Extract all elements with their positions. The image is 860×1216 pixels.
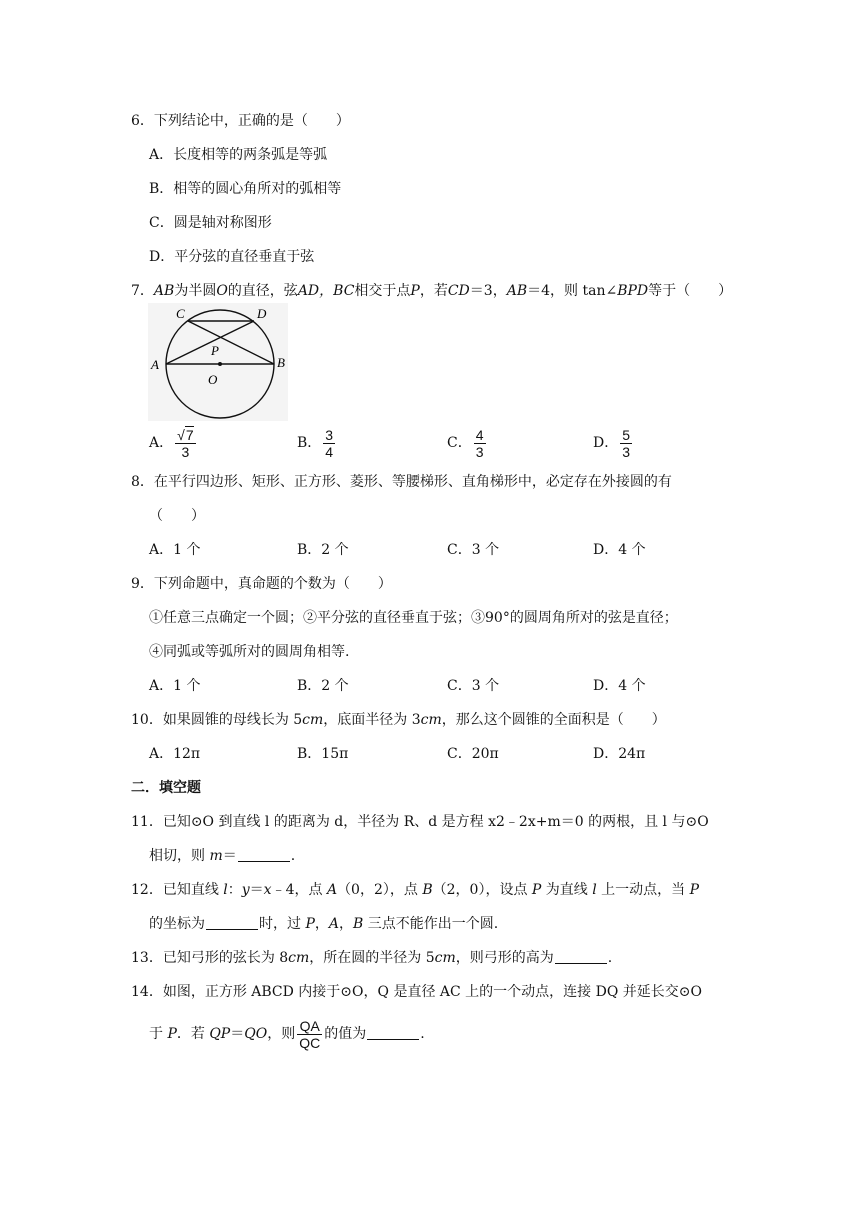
q9-option-c: C．3 个 [447, 678, 500, 694]
q7-option-b-fraction: $\frac{3}{4}$ [325, 426, 334, 460]
q9-propositions-line1: ①任意三点确定一个圆；②平分弦的直径垂直于弦；③90°的圆周角所对的弦是直径； [149, 610, 678, 626]
q8-option-c: C．3 个 [447, 542, 500, 558]
label-b: B [277, 355, 285, 370]
q7-option-a-fraction: $\frac{√7}{3}$ [177, 426, 194, 460]
q11-line1: 11．已知⊙O 到直线 l 的距离为 d，半径为 R、d 是方程 x2﹣2x+m＝0 的两根，且 l 与⊙O [131, 814, 709, 830]
label-c: C [176, 306, 185, 321]
q12-line1: 12．已知直线 l：y＝x﹣4，点 A（0，2），点 B（2，0），设点 P 为直线 l 上一动点，当 P [131, 882, 700, 898]
q14-ratio-fraction: $\frac{QA}{QC}$ [299, 1017, 321, 1051]
label-d: D [257, 306, 267, 321]
section-heading-fill-in: 二．填空题 [131, 780, 201, 796]
q7-option-d-fraction: $\frac{5}{3}$ [622, 426, 631, 460]
q6-option-a: A．长度相等的两条弧是等弧 [149, 147, 328, 163]
q13-stem: 13．已知弓形的弦长为 8cm，所在圆的半径为 5cm，则弓形的高为 . [131, 950, 613, 966]
q14-answer-blank[interactable] [367, 1025, 419, 1040]
q11-line2: 相切，则 m＝ . [149, 848, 296, 864]
q10-option-d: D．24π [593, 746, 646, 762]
q10-option-c: C．20π [447, 746, 499, 762]
q8-option-d: D．4 个 [593, 542, 646, 558]
q12-line2: 的坐标为 时，过 P，A，B 三点不能作出一个圆. [149, 916, 499, 932]
q7-stem: 7．AB为半圆O的直径，弦AD，BC相交于点P，若CD＝3，AB＝4，则 tan∠BPD等于（ ） [131, 283, 733, 299]
q10-option-b: B．15π [297, 746, 349, 762]
q7-option-d: D． $\frac{5}{3}$ [593, 426, 631, 460]
q7-option-c: C． $\frac{4}{3}$ [447, 426, 484, 460]
label-a: A [151, 357, 159, 372]
q7-option-b: B． $\frac{3}{4}$ [297, 426, 334, 460]
q14-line1: 14．如图，正方形 ABCD 内接于⊙O，Q 是直径 AC 上的一个动点，连接 DQ 并延长交⊙O [131, 984, 702, 1000]
q6-stem: 6．下列结论中，正确的是（ ） [131, 113, 350, 129]
label-o: O [208, 372, 218, 387]
q7-option-a: A． $\frac{√7}{3}$ [149, 426, 194, 460]
q7-option-c-fraction: $\frac{4}{3}$ [475, 426, 484, 460]
q11-answer-blank[interactable] [238, 847, 290, 862]
q9-option-d: D．4 个 [593, 678, 646, 694]
q14-line2: 于 P．若 QP＝QO，则 $\frac{QA}{QC}$ 的值为 . [149, 1017, 425, 1051]
q9-stem: 9．下列命题中，真命题的个数为（ ） [131, 576, 392, 592]
q8-stem-continued: （ ） [149, 508, 205, 524]
q9-option-b: B．2 个 [297, 678, 349, 694]
q8-option-a: A．1 个 [149, 542, 201, 558]
q9-option-a: A．1 个 [149, 678, 201, 694]
q8-stem: 8．在平行四边形、矩形、正方形、菱形、等腰梯形、直角梯形中，必定存在外接圆的有 [131, 474, 672, 490]
center-o-dot [218, 362, 222, 366]
q10-option-a: A．12π [149, 746, 201, 762]
q12-answer-blank[interactable] [206, 915, 258, 930]
label-p: P [211, 343, 219, 358]
q9-propositions-line2: ④同弧或等弧所对的圆周角相等. [149, 644, 350, 660]
q6-option-b: B．相等的圆心角所对的弧相等 [149, 181, 342, 197]
q13-answer-blank[interactable] [555, 949, 607, 964]
q10-stem: 10．如果圆锥的母线长为 5cm，底面半径为 3cm，那么这个圆锥的全面积是（ ） [131, 712, 666, 728]
q6-option-c: C．圆是轴对称图形 [149, 215, 272, 231]
q8-option-b: B．2 个 [297, 542, 349, 558]
q6-option-d: D．平分弦的直径垂直于弦 [149, 249, 315, 265]
q7-circle-figure [148, 303, 288, 421]
